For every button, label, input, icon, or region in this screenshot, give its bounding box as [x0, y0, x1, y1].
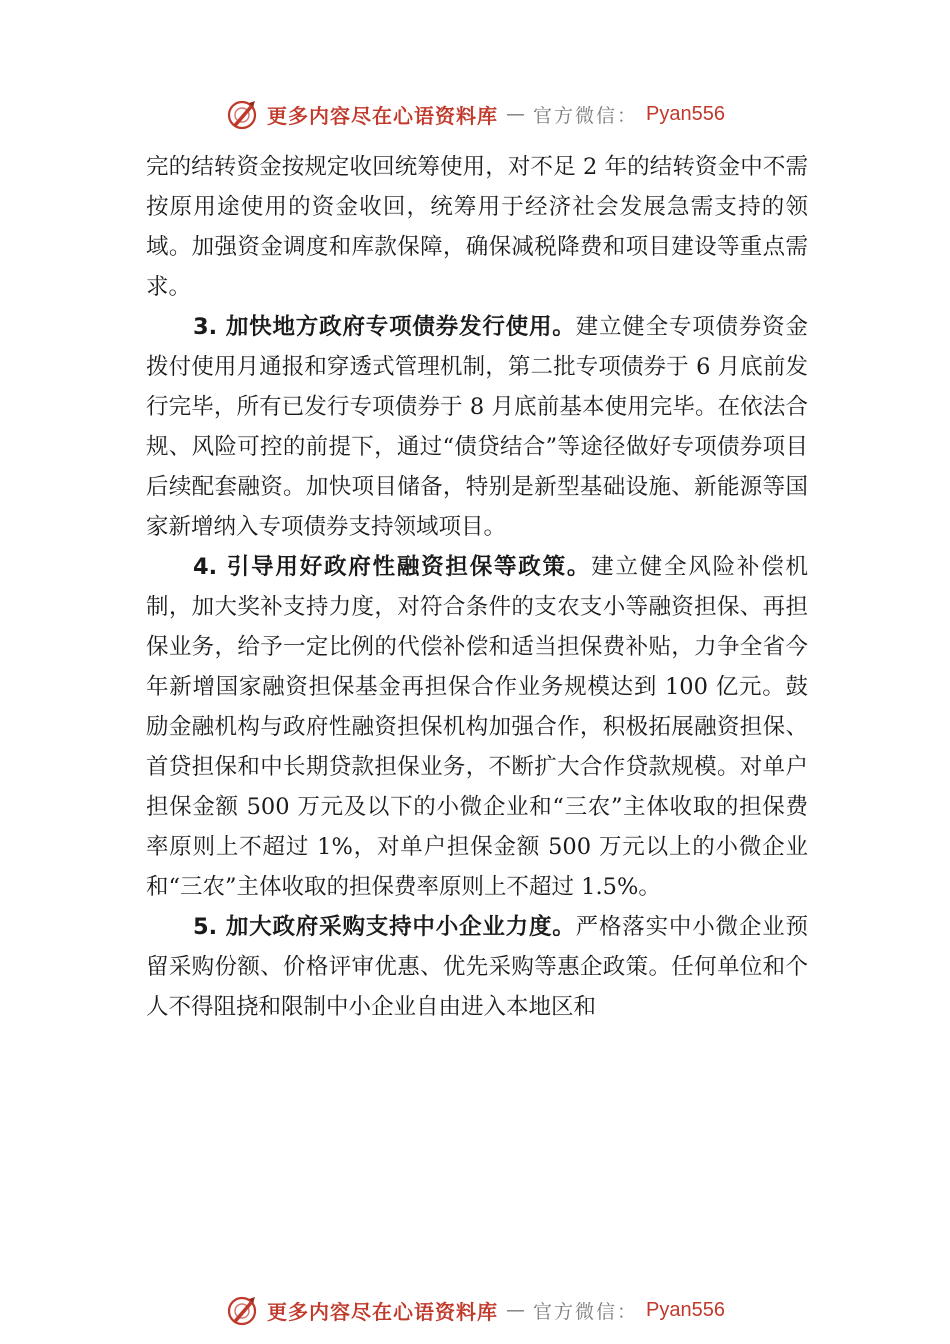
paragraph-heading: 3. 加快地方政府专项债券发行使用。 — [193, 314, 576, 340]
paragraph-heading: 4. 引导用好政府性融资担保等政策。 — [193, 554, 592, 580]
banner-subtitle: 官方微信： — [533, 104, 639, 127]
paragraph-item-3 — [146, 307, 808, 547]
brand-logo-icon — [225, 97, 259, 131]
paragraph-text: 建立健全风险补偿机制，加大奖补支持力度，对符合条件的支农支小等融资担保、再担保业务，给予一定比例的代偿补偿和适当担保费补贴，力争全省今年新增国家融资担保基金再担保合作业务规模达到 100 亿元。鼓励金融机构与政府性融资担保机构加强合作，积极拓展融资担保、首贷担保和中长期贷款担保业务，不断扩大合作贷款规模。对单户担保金额 500 万元及以下的小微企业和“三农”主体收取的担保费率原则上不超过 1%，对单户担保金额 500 万元以上的小微企业和“三农”主体收取的担保费率原则上不超过 1.5%。 — [146, 554, 808, 900]
paragraph-text: 严格落实中小微企业预留采购份额、价格评审优惠、优先采购等惠企政策。任何单位和个人不得阻挠和限制中小企业自由进入本地区和 — [146, 914, 808, 1020]
paragraph-text: 完的结转资金按规定收回统筹使用，对不足 2 年的结转资金中不需按原用途使用的资金收回，统筹用于经济社会发展急需支持的领域。加强资金调度和库款保障，确保减税降费和项目建设等重点需求。 — [146, 154, 808, 300]
document-body — [146, 147, 808, 1027]
banner-dash: — — [506, 1299, 525, 1321]
brand-logo-icon — [225, 1293, 259, 1327]
paragraph-item-4 — [146, 547, 808, 907]
paragraph-continuation — [146, 147, 808, 307]
paragraph-text: 建立健全专项债券资金拨付使用月通报和穿透式管理机制，第二批专项债券于 6 月底前发行完毕，所有已发行专项债券于 8 月底前基本使用完毕。在依法合规、风险可控的前提下，通过“债贷结合”等途径做好专项债券项目后续配套融资。加快项目储备，特别是新型基础设施、新能源等国家新增纳入专项债券支持领域项目。 — [146, 314, 808, 540]
banner-wechat-id: Pyan556 — [646, 1298, 725, 1321]
paragraph-heading: 5. 加大政府采购支持中小企业力度。 — [193, 914, 576, 940]
footer-banner — [0, 1290, 950, 1330]
banner-title: 更多内容尽在心语资料库 — [267, 103, 498, 128]
banner-subtitle: 官方微信： — [533, 1300, 639, 1323]
banner-wechat-id: Pyan556 — [646, 102, 725, 125]
banner-dash: — — [506, 103, 525, 125]
banner-title: 更多内容尽在心语资料库 — [267, 1299, 498, 1324]
header-banner — [0, 94, 950, 134]
paragraph-item-5 — [146, 907, 808, 1027]
